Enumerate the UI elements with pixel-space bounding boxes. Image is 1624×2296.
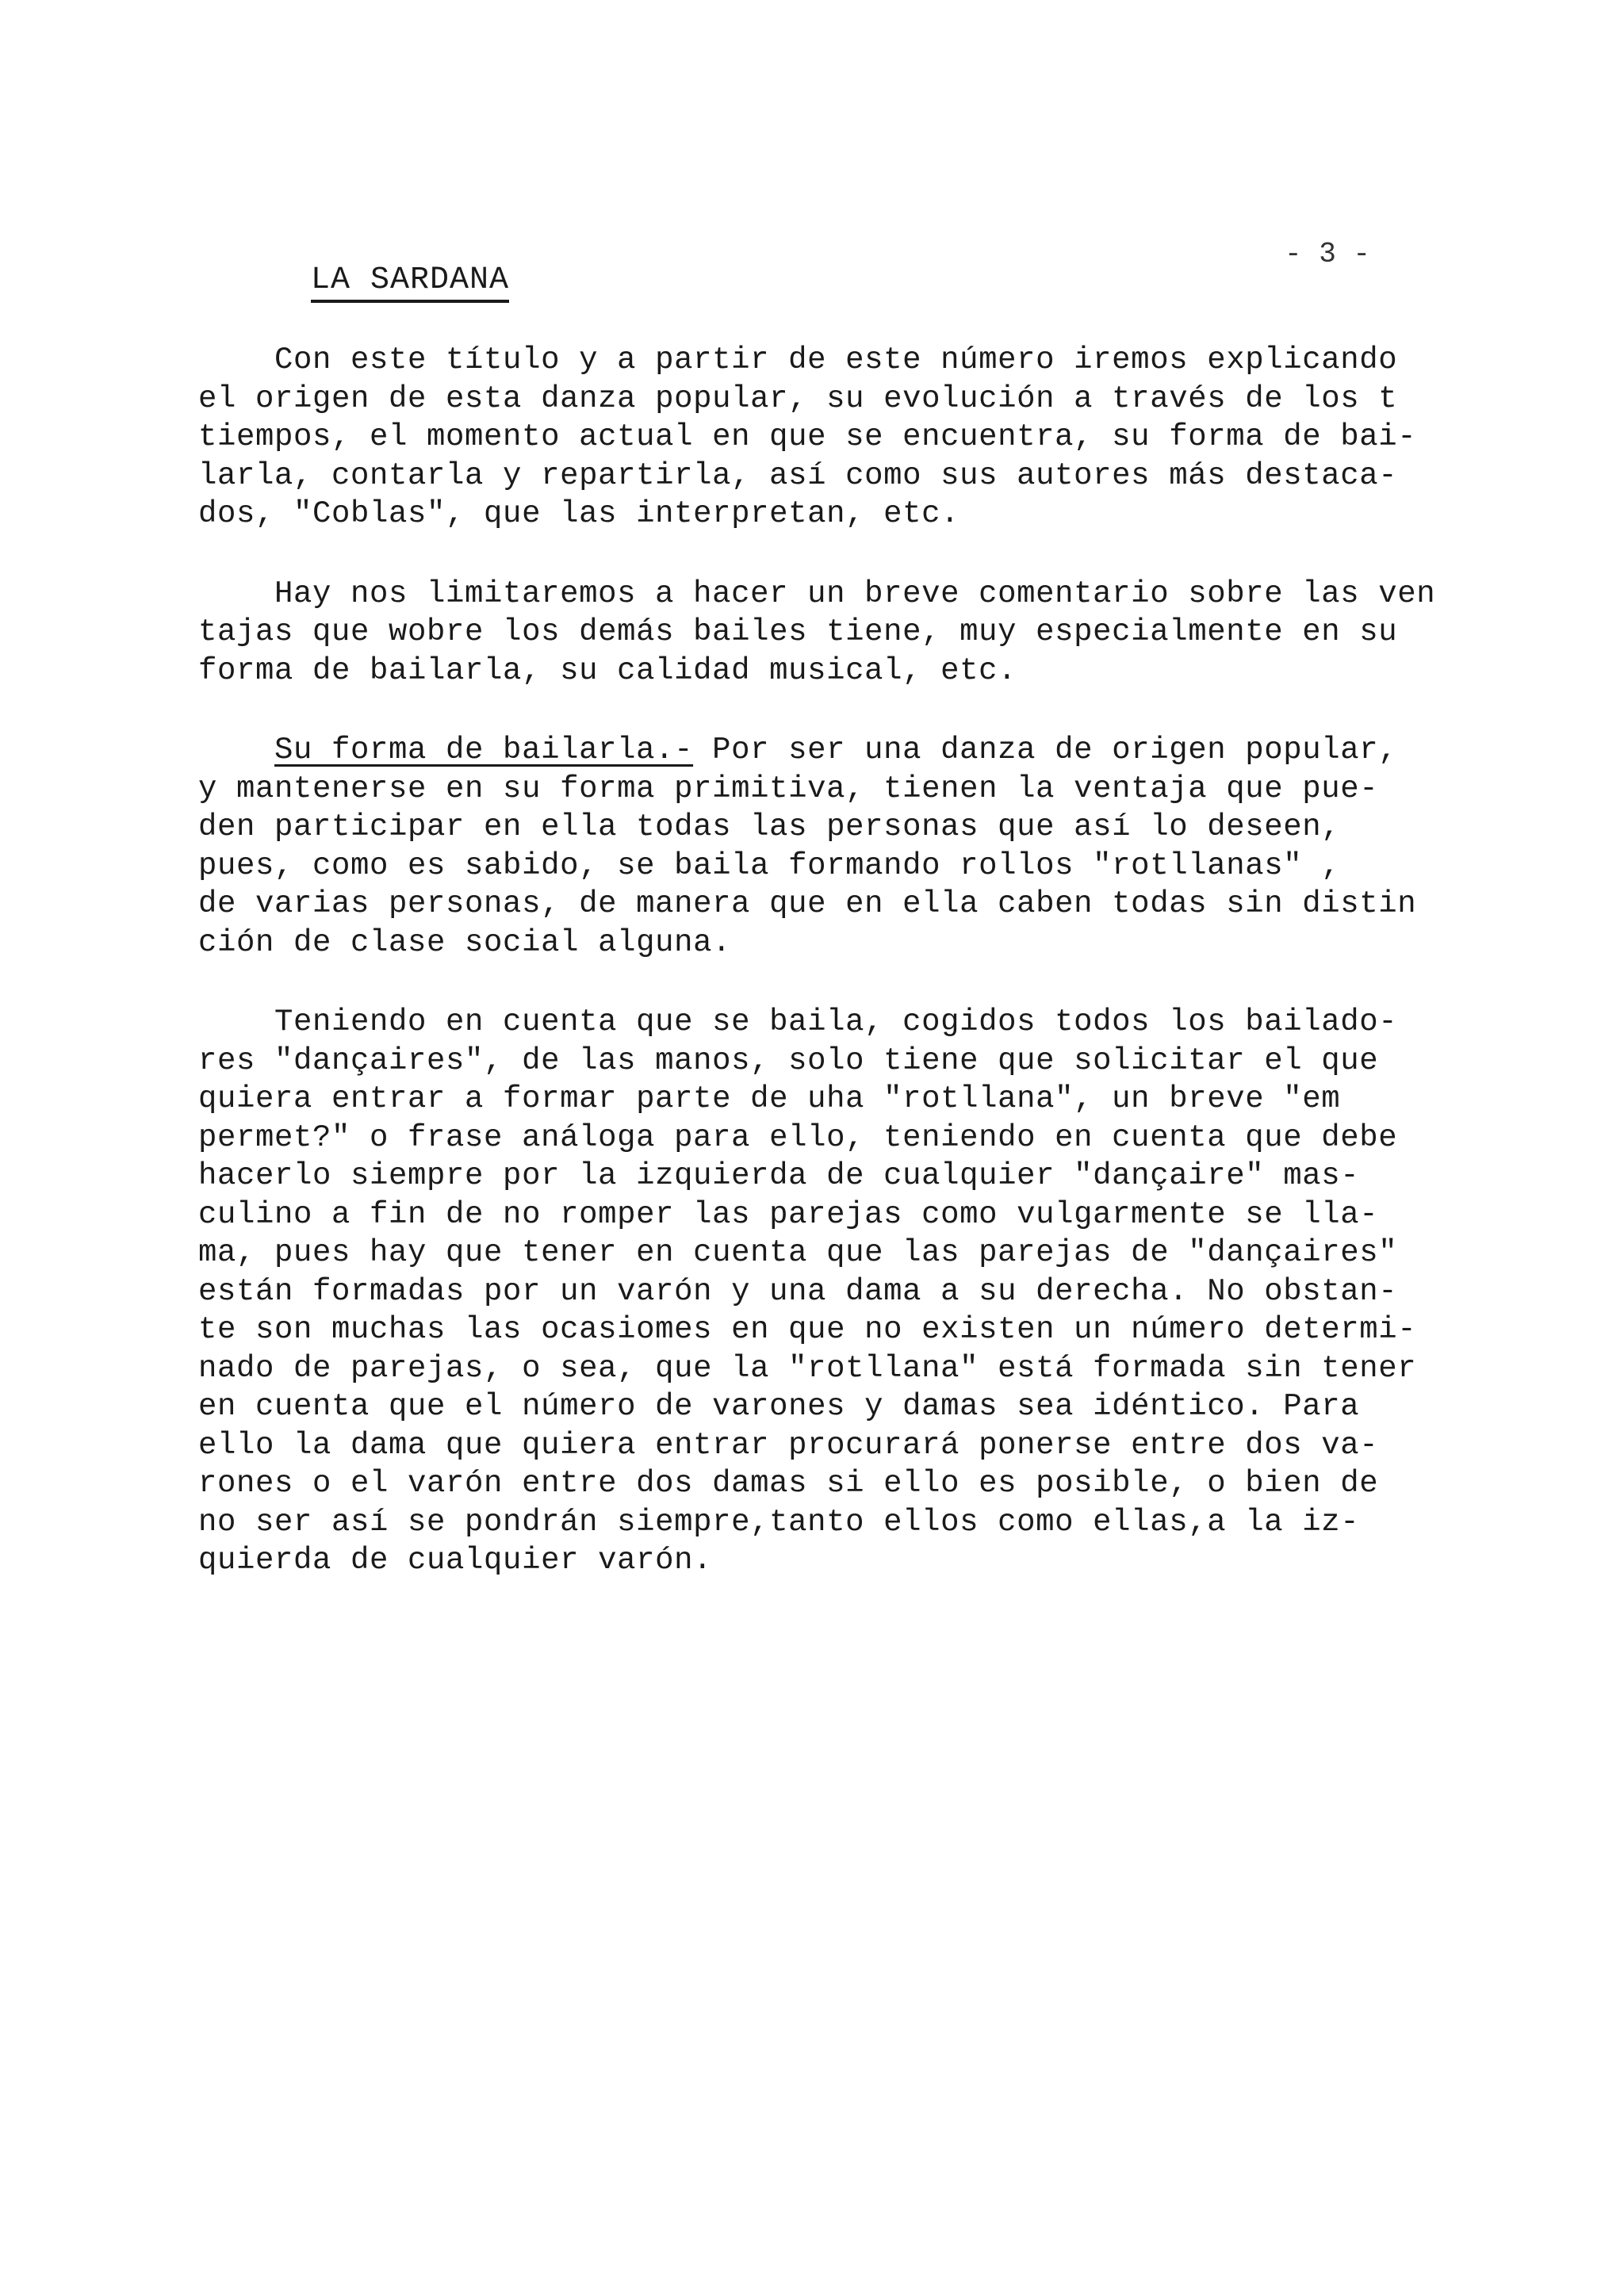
text-line: de varias personas, de manera que en ella caben todas sin distin xyxy=(198,886,1417,921)
body-text xyxy=(198,341,1459,1621)
text-line: tajas que wobre los demás bailes tiene, muy especialmente en su xyxy=(198,614,1398,649)
text-line: pues, como es sabido, se baila formando rollos "rotllanas" , xyxy=(198,848,1341,883)
paragraph-advantages xyxy=(198,575,1459,691)
text-line: Hay nos limitaremos a hacer un breve comentario sobre las ven xyxy=(198,576,1436,611)
text-line: rones o el varón entre dos damas si ello es posible, o bien de xyxy=(198,1466,1379,1501)
text-line: en cuenta que el número de varones y damas sea idéntico. Para xyxy=(198,1389,1360,1424)
text-line: permet?" o frase análoga para ello, teniendo en cuenta que debe xyxy=(198,1119,1398,1155)
text-line: res "dançaires", de las manos, solo tiene que solicitar el que xyxy=(198,1043,1379,1078)
text-line: Con este título y a partir de este número iremos explicando xyxy=(198,342,1398,377)
text-line: te son muchas las ocasiomes en que no existen un número determi- xyxy=(198,1312,1417,1347)
text-line-with-heading xyxy=(198,731,1459,770)
heading-rest: Por ser una danza de origen popular, xyxy=(693,733,1398,767)
text-line: tiempos, el momento actual en que se encuentra, su forma de bai- xyxy=(198,419,1417,454)
paragraph-intro xyxy=(198,341,1459,534)
paragraph-joining xyxy=(198,1003,1459,1580)
text-line: ello la dama que quiera entrar procurará ponerse entre dos va- xyxy=(198,1427,1379,1463)
text-line: forma de bailarla, su calidad musical, etc. xyxy=(198,652,1017,688)
text-line: den participar en ella todas las personas que así lo deseen, xyxy=(198,809,1341,844)
text-line: el origen de esta danza popular, su evolución a través de los t xyxy=(198,381,1398,416)
text-line: no ser así se pondrán siempre,tanto ellos como ellas,a la iz- xyxy=(198,1504,1360,1540)
text-line: y mantenerse en su forma primitiva, tienen la ventaja que pue- xyxy=(198,771,1379,806)
text-line: están formadas por un varón y una dama a su derecha. No obstan- xyxy=(198,1273,1398,1309)
section-heading: Su forma de bailarla.- xyxy=(274,733,694,767)
text-line: ma, pues hay que tener en cuenta que las parejas de "dançaires" xyxy=(198,1235,1398,1270)
text-line: culino a fin de no romper las parejas como vulgarmente se lla- xyxy=(198,1196,1379,1232)
page-number: - 3 - xyxy=(1285,238,1371,270)
text-line: Teniendo en cuenta que se baila, cogidos todos los bailado- xyxy=(198,1004,1398,1039)
text-line: quierda de cualquier varón. xyxy=(198,1543,713,1578)
text-line: ción de clase social alguna. xyxy=(198,924,732,960)
paragraph-dance-form xyxy=(198,731,1459,962)
text-line: nado de parejas, o sea, que la "rotllana" está formada sin tener xyxy=(198,1350,1417,1386)
text-line: larla, contarla y repartirla, así como sus autores más destaca- xyxy=(198,457,1398,493)
document-title: LA SARDANA xyxy=(311,263,509,303)
text-line: hacerlo siempre por la izquierda de cualquier "dançaire" mas- xyxy=(198,1158,1360,1193)
text-line: dos, "Coblas", que las interpretan, etc. xyxy=(198,496,960,531)
text-line: quiera entrar a formar parte de uha "rotllana", un breve "em xyxy=(198,1081,1341,1116)
